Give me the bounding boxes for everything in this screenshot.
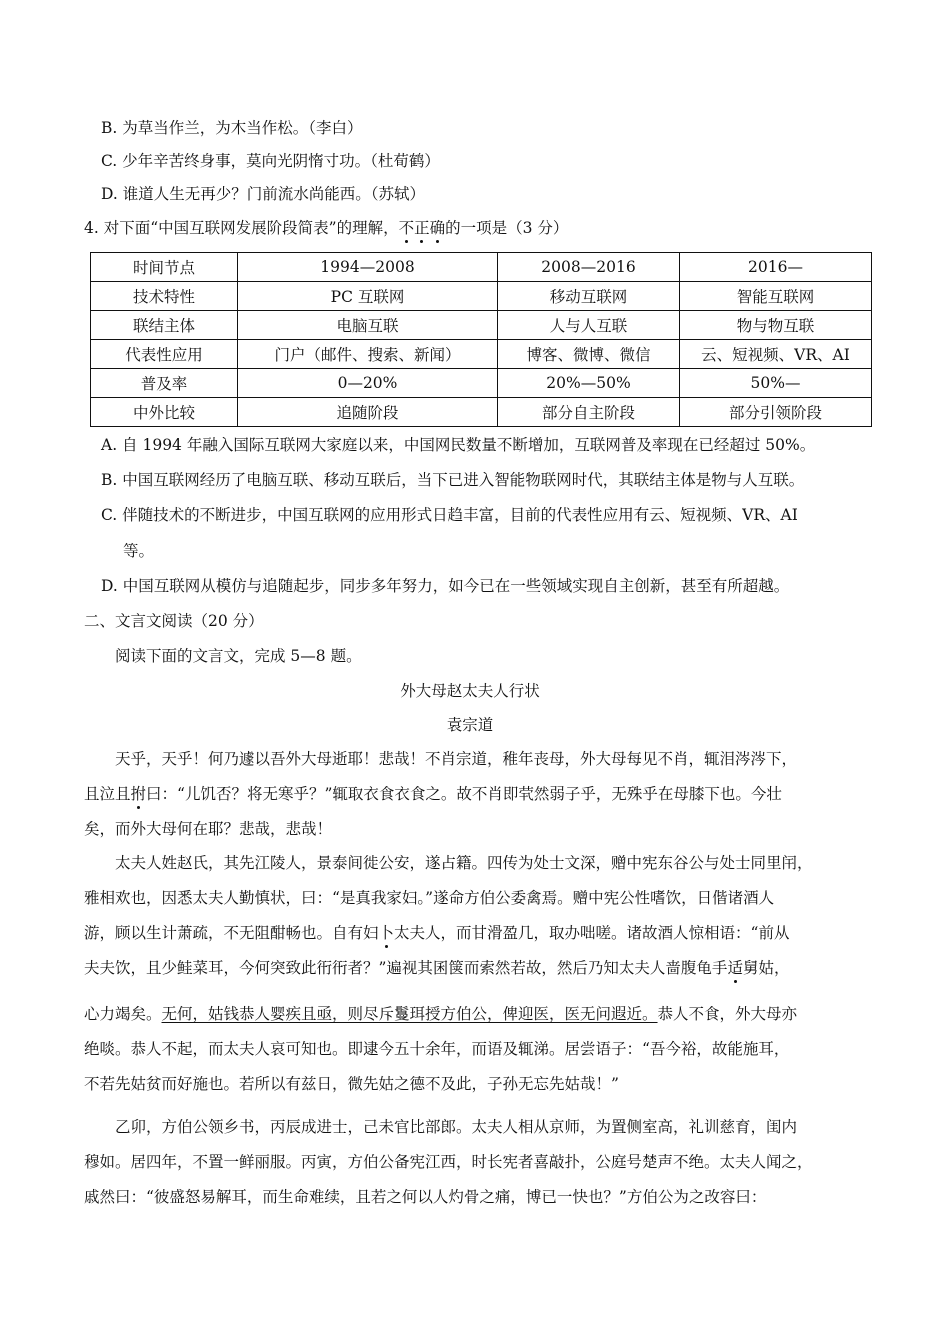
table-cell: 时间节点 <box>91 253 238 282</box>
q4-option-c-continued: 等。 <box>123 542 155 560</box>
q4-option-a: A. 自 1994 年融入国际互联网大家庭以来，中国网民数量不断增加，互联网普及率现在已经超过 50%。 <box>101 436 816 454</box>
section-heading: 二、文言文阅读（20 分） <box>84 612 264 630</box>
table-cell: 门户（邮件、搜索、新闻） <box>238 340 498 369</box>
table-cell: 代表性应用 <box>91 340 238 369</box>
table-row <box>91 369 872 398</box>
underlined-sentence: 无何，姑钱恭人婴疾且亟，则尽斥鬘珥授方伯公，俾迎医，医无问遐近。 <box>161 1005 658 1023</box>
table-cell: 技术特性 <box>91 282 238 311</box>
passage-text: 游，顾以生计萧疏，不无阻酣畅也。自有妇 <box>84 924 379 942</box>
q4-stem-part1: 4. 对下面“中国互联网发展阶段简表”的理解， <box>84 219 399 237</box>
table-cell: 2008—2016 <box>498 253 680 282</box>
q3-option-d: D. 谁道人生无再少？门前流水尚能西。（苏轼） <box>101 185 425 203</box>
table-cell: 1994—2008 <box>238 253 498 282</box>
table-row <box>91 398 872 427</box>
emphasis-char: 确 <box>429 219 446 237</box>
passage-line: 太夫人姓赵氏，其先江陵人，景泰间徙公安，遂占籍。四传为处士文深，赠中宪东谷公与处士同里闬， <box>115 854 813 872</box>
emphasis-char: 适 <box>727 959 743 977</box>
q4-stem-part2: 的一项是（3 分） <box>445 219 569 237</box>
passage-text: 心力竭矣。 <box>84 1005 162 1023</box>
passage-line: 雅相欢也，因悉太夫人勤慎状，曰：“是真我家妇。”遂命方伯公委禽焉。赠中宪公性嗜饮，日偕诸酒人 <box>84 889 775 907</box>
table-row <box>91 253 872 282</box>
passage-text: 夫夫饮，且少鲑菜耳，今何突致此衎衎者？”遍视其囷箧而索然若故，然后乃知太夫人啬腹龟手 <box>84 959 728 977</box>
passage-author: 袁宗道 <box>446 716 494 734</box>
passage-text: 且泣且 <box>84 785 131 803</box>
passage-line <box>84 784 782 804</box>
table-cell: 50%— <box>680 369 872 398</box>
q4-stem <box>84 218 568 238</box>
q4-option-d: D. 中国互联网从模仿与追随起步，同步多年努力，如今已在一些领域实现自主创新，甚至有所超越。 <box>101 577 790 595</box>
table-cell: 电脑互联 <box>238 311 498 340</box>
table-cell: 20%—50% <box>498 369 680 398</box>
passage-line: 绝啖。恭人不起，而太夫人哀可知也。即逮今五十余年，而语及辄涕。居尝语子：“吾今裕，故能施耳， <box>84 1040 790 1058</box>
table-row <box>91 282 872 311</box>
emphasis-char: 拊 <box>130 785 147 803</box>
table-cell: 部分引领阶段 <box>680 398 872 427</box>
table-cell: 云、短视频、VR、AI <box>680 340 872 369</box>
passage-line: 穆如。居四年，不置一鲜丽服。丙寅，方伯公备宪江西，时长宪者喜敲扑，公庭号楚声不绝。太夫人闻之， <box>84 1153 813 1171</box>
table-cell: 联结主体 <box>91 311 238 340</box>
passage-line: 天乎，天乎！何乃遽以吾外大母逝耶！悲哉！不肖宗道，稚年丧母，外大母每见不肖，辄泪涔涔下， <box>115 750 798 768</box>
passage-line: 乙卯，方伯公领乡书，丙辰成进士，己未官比部郎。太夫人相从京师，为置侧室高，礼训慈育，闺内 <box>115 1118 798 1136</box>
table-cell: 中外比较 <box>91 398 238 427</box>
emphasis-char: 卜 <box>378 924 395 942</box>
table-row <box>91 340 872 369</box>
table-cell: 0—20% <box>238 369 498 398</box>
passage-line <box>84 1004 797 1024</box>
table-cell: 2016— <box>680 253 872 282</box>
emphasis-char: 不 <box>398 219 415 237</box>
passage-text: 曰：“儿饥否？将无寒乎？”辄取衣食衣食之。故不肖即茕然弱子乎，无殊乎在母膝下也。今壮 <box>146 785 782 803</box>
table-cell: 物与物互联 <box>680 311 872 340</box>
table-cell: PC 互联网 <box>238 282 498 311</box>
passage-line <box>84 923 789 943</box>
passage-line: 矣，而外大母何在耶？悲哉，悲哉！ <box>84 820 333 838</box>
passage-line: 不若先姑贫而好施也。若所以有兹日，微先姑之德不及此，子孙无忘先姑哉！” <box>84 1075 619 1093</box>
table-row <box>91 311 872 340</box>
q3-option-b: B. 为草当作兰，为木当作松。（李白） <box>101 119 363 137</box>
emphasis-char: 正 <box>414 219 430 237</box>
internet-stages-table <box>90 252 872 427</box>
table-cell: 追随阶段 <box>238 398 498 427</box>
table-cell: 部分自主阶段 <box>498 398 680 427</box>
passage-text: 太夫人，而甘滑盈几，取办咄嗟。诸故酒人惊相语：“前从 <box>394 924 790 942</box>
q4-option-c: C. 伴随技术的不断进步，中国互联网的应用形式日趋丰富，目前的代表性应用有云、短视频、VR、AI <box>101 506 798 524</box>
table-cell: 人与人互联 <box>498 311 680 340</box>
table-cell: 普及率 <box>91 369 238 398</box>
passage-text: 恭人不食，外大母亦 <box>657 1005 798 1023</box>
passage-text: 舅姑， <box>742 959 790 977</box>
passage-line <box>84 958 789 978</box>
passage-title: 外大母赵太夫人行状 <box>400 682 540 700</box>
table-cell: 博客、微博、微信 <box>498 340 680 369</box>
table-cell: 移动互联网 <box>498 282 680 311</box>
passage-line: 戚然曰：“彼盛怒易解耳，而生命难续，且若之何以人灼骨之痛，博已一快也？”方伯公为之改容曰： <box>84 1188 767 1206</box>
table-cell: 智能互联网 <box>680 282 872 311</box>
q4-option-b: B. 中国互联网经历了电脑互联、移动互联后，当下已进入智能物联网时代，其联结主体是物与人互联。 <box>101 471 805 489</box>
section-instruction: 阅读下面的文言文，完成 5—8 题。 <box>115 647 362 665</box>
q3-option-c: C. 少年辛苦终身事，莫向光阴惰寸功。（杜荀鹤） <box>101 152 440 170</box>
